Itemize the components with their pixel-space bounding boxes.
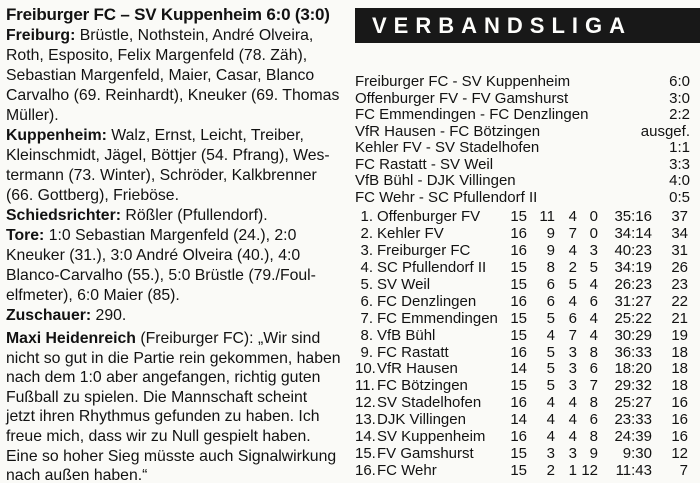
result-match-label: Kehler FV - SV Stadelhofen xyxy=(355,139,540,156)
report-line xyxy=(6,306,352,326)
table-row xyxy=(355,243,700,260)
result-score: 4:0 xyxy=(669,172,690,189)
games-cell: 14 xyxy=(510,411,527,429)
team-cell: VfR Hausen xyxy=(377,360,458,378)
goals-cell: 35:16 xyxy=(614,208,652,225)
points-cell: 16 xyxy=(671,411,688,429)
report-line-text: 1:0 Sebastian Margenfeld (24.), 2:0 xyxy=(44,227,297,244)
result-score: 0:5 xyxy=(669,188,690,206)
points-cell: 21 xyxy=(671,309,688,327)
report-line-text: Kneuker (31.), 3:0 André Olveira (40.), 4:0 xyxy=(6,247,301,264)
rank-cell: 11. xyxy=(355,377,375,395)
team-cell: VfB Bühl xyxy=(377,326,436,344)
won-cell: 4 xyxy=(546,326,555,344)
goals-cell: 29:32 xyxy=(614,377,652,395)
quote-line-text: (Freiburger FC): „Wir sind xyxy=(135,330,321,347)
points-cell: 16 xyxy=(671,394,688,412)
team-cell: SV Weil xyxy=(377,275,431,293)
quote-line xyxy=(6,388,352,408)
drawn-cell: 3 xyxy=(568,445,577,463)
lost-cell: 9 xyxy=(589,445,598,463)
lost-cell: 0 xyxy=(589,208,598,225)
quote-line xyxy=(6,349,352,369)
drawn-cell: 7 xyxy=(568,326,577,344)
quote-line-text: Eine so hoher Sieg müsste auch Signalwirkung xyxy=(6,447,337,465)
table-row xyxy=(355,226,700,243)
report-line-text: (66. Gottberg), Frieböse. xyxy=(6,187,179,204)
report-line xyxy=(6,186,352,206)
report-line-label: Tore: xyxy=(6,227,45,244)
results-list xyxy=(355,74,690,206)
table-row xyxy=(355,463,700,480)
goals-cell: 11:43 xyxy=(615,462,652,480)
quote-line xyxy=(6,407,352,427)
result-row xyxy=(355,91,690,108)
lost-cell: 7 xyxy=(589,377,598,395)
match-report-title: Freiburger FC – SV Kuppenheim 6:0 (3:0) xyxy=(6,5,330,24)
points-cell: 18 xyxy=(671,360,688,378)
report-line-text: Walz, Ernst, Leicht, Treiber, xyxy=(106,127,304,144)
lost-cell: 6 xyxy=(589,411,598,429)
rank-cell: 13. xyxy=(355,411,376,429)
rank-cell: 5. xyxy=(360,275,373,293)
games-cell: 15 xyxy=(510,445,527,463)
quote-line-text: jetzt ihren Rhythmus gefunden zu haben. Ich xyxy=(6,408,320,426)
report-line xyxy=(6,206,352,226)
goals-cell: 25:22 xyxy=(614,309,652,327)
report-line xyxy=(6,226,352,246)
won-cell: 9 xyxy=(546,224,555,242)
report-line xyxy=(6,246,352,266)
goals-cell: 40:23 xyxy=(614,241,652,259)
team-cell: SV Kuppenheim xyxy=(377,428,486,446)
table-row xyxy=(355,429,700,446)
lost-cell: 8 xyxy=(589,394,598,412)
won-cell: 4 xyxy=(546,428,555,446)
won-cell: 2 xyxy=(546,462,555,480)
drawn-cell: 7 xyxy=(568,224,577,242)
games-cell: 16 xyxy=(510,394,527,412)
result-row xyxy=(355,140,690,157)
goals-cell: 34:19 xyxy=(614,258,652,276)
quote-line xyxy=(6,466,352,483)
points-cell: 18 xyxy=(671,343,688,361)
team-cell: SV Stadelhofen xyxy=(377,394,482,412)
rank-cell: 7. xyxy=(360,309,373,327)
games-cell: 15 xyxy=(510,309,527,327)
league-banner xyxy=(355,8,700,43)
drawn-cell: 2 xyxy=(568,258,577,276)
table-row xyxy=(355,361,700,378)
goals-cell: 24:39 xyxy=(614,428,652,446)
drawn-cell: 6 xyxy=(568,309,577,327)
points-cell: 7 xyxy=(679,462,688,480)
won-cell: 5 xyxy=(546,360,555,378)
result-row xyxy=(355,157,690,174)
rank-cell: 16. xyxy=(355,462,376,480)
coach-quote xyxy=(6,329,352,483)
points-cell: 12 xyxy=(671,445,688,463)
quote-line-text: Fußball zu spielen. Die Mannschaft scheint xyxy=(6,388,308,406)
report-line-text: Rößler (Pfullendorf). xyxy=(121,207,268,224)
table-row xyxy=(355,395,700,412)
points-cell: 18 xyxy=(671,377,688,395)
quote-line xyxy=(6,368,352,388)
games-cell: 15 xyxy=(510,462,527,480)
report-line-text: Brüstle, Nothstein, André Olveira, xyxy=(75,27,314,44)
match-report-body xyxy=(6,26,352,326)
lost-cell: 8 xyxy=(589,428,598,446)
result-match-label: Freiburger FC - SV Kuppenheim xyxy=(355,73,571,90)
team-cell: FC Rastatt xyxy=(377,343,449,361)
team-cell: FC Wehr xyxy=(377,462,437,480)
report-line-label: Freiburg: xyxy=(6,27,76,44)
points-cell: 19 xyxy=(671,326,688,344)
quote-line xyxy=(6,329,352,349)
report-line-text: Blanco-Carvalho (55.), 5:0 Brüstle (79./Foul- xyxy=(6,267,316,284)
lost-cell: 6 xyxy=(589,360,598,378)
games-cell: 16 xyxy=(510,292,527,310)
games-cell: 16 xyxy=(510,224,527,242)
result-score: 6:0 xyxy=(669,73,690,90)
points-cell: 22 xyxy=(671,292,688,310)
drawn-cell: 4 xyxy=(568,428,577,446)
goals-cell: 36:33 xyxy=(614,343,652,361)
result-row xyxy=(355,190,690,207)
points-cell: 31 xyxy=(671,241,688,259)
table-row xyxy=(355,328,700,345)
report-line xyxy=(6,146,352,166)
won-cell: 6 xyxy=(546,292,555,310)
goals-cell: 23:33 xyxy=(614,411,652,429)
quote-line-text: freue mich, dass wir zu Null gespielt haben. xyxy=(6,427,311,445)
lost-cell: 12 xyxy=(581,462,598,480)
games-cell: 15 xyxy=(510,326,527,344)
result-score: 2:2 xyxy=(669,106,690,123)
rank-cell: 2. xyxy=(360,224,373,242)
drawn-cell: 3 xyxy=(568,377,577,395)
lost-cell: 3 xyxy=(589,241,598,259)
quote-line xyxy=(6,447,352,467)
report-line xyxy=(6,106,352,126)
rank-cell: 15. xyxy=(355,445,376,463)
rank-cell: 1. xyxy=(360,208,373,225)
lost-cell: 4 xyxy=(589,275,598,293)
rank-cell: 12. xyxy=(355,394,376,412)
quote-line-label: Maxi Heidenreich xyxy=(6,330,136,347)
result-match-label: VfB Bühl - DJK Villingen xyxy=(355,172,516,189)
won-cell: 6 xyxy=(546,275,555,293)
goals-cell: 25:27 xyxy=(614,394,652,412)
report-line xyxy=(6,286,352,306)
result-score: 1:1 xyxy=(669,139,690,156)
result-row xyxy=(355,173,690,190)
won-cell: 4 xyxy=(546,411,555,429)
won-cell: 5 xyxy=(546,309,555,327)
report-line-text: 290. xyxy=(91,307,127,324)
result-row xyxy=(355,107,690,124)
drawn-cell: 4 xyxy=(568,394,577,412)
table-row xyxy=(355,311,700,328)
drawn-cell: 4 xyxy=(568,208,577,225)
league-table xyxy=(355,209,700,480)
report-line xyxy=(6,46,352,66)
games-cell: 15 xyxy=(510,208,527,225)
report-line-text: Sebastian Margenfeld, Maier, Casar, Blanco xyxy=(6,67,315,84)
report-line-label: Kuppenheim: xyxy=(6,127,107,144)
report-line-label: Schiedsrichter: xyxy=(6,207,122,224)
drawn-cell: 4 xyxy=(568,241,577,259)
team-cell: Freiburger FC xyxy=(377,241,471,259)
lost-cell: 8 xyxy=(589,343,598,361)
team-cell: Kehler FV xyxy=(377,224,444,242)
report-line-label: Zuschauer: xyxy=(6,307,92,324)
points-cell: 23 xyxy=(671,275,688,293)
won-cell: 3 xyxy=(546,445,555,463)
rank-cell: 9. xyxy=(360,343,373,361)
games-cell: 16 xyxy=(510,241,527,259)
points-cell: 16 xyxy=(671,428,688,446)
quote-line-text: nach dem 1:0 aber angefangen, richtig guten xyxy=(6,369,321,387)
points-cell: 34 xyxy=(671,224,688,242)
result-match-label: FC Wehr - SC Pfullendorf II xyxy=(355,188,538,206)
result-score: ausgef. xyxy=(640,122,690,140)
games-cell: 15 xyxy=(510,275,527,293)
team-cell: Offenburger FV xyxy=(377,208,481,225)
drawn-cell: 3 xyxy=(568,343,577,361)
points-cell: 26 xyxy=(671,258,688,276)
result-score: 3:3 xyxy=(669,155,690,173)
team-cell: FC Bötzingen xyxy=(377,377,468,395)
lost-cell: 4 xyxy=(589,326,598,344)
verbandsliga-section xyxy=(355,0,700,483)
rank-cell: 14. xyxy=(355,428,376,446)
table-row xyxy=(355,345,700,362)
goals-cell: 26:23 xyxy=(614,275,652,293)
table-row xyxy=(355,209,700,226)
won-cell: 5 xyxy=(546,377,555,395)
result-match-label: Offenburger FV - FV Gamshurst xyxy=(355,89,569,107)
drawn-cell: 1 xyxy=(568,462,577,480)
lost-cell: 4 xyxy=(589,309,598,327)
won-cell: 11 xyxy=(539,208,555,225)
won-cell: 4 xyxy=(546,394,555,412)
table-row xyxy=(355,446,700,463)
goals-cell: 9:30 xyxy=(622,445,652,463)
report-line xyxy=(6,166,352,186)
table-row xyxy=(355,260,700,277)
lost-cell: 0 xyxy=(589,224,598,242)
quote-line-text: nach außen haben.“ xyxy=(6,467,148,483)
report-line xyxy=(6,66,352,86)
quote-line xyxy=(6,427,352,447)
rank-cell: 4. xyxy=(360,258,373,276)
result-row xyxy=(355,124,690,141)
report-line-text: termann (73. Winter), Schröder, Kalkbrenner xyxy=(6,167,317,184)
games-cell: 15 xyxy=(510,377,527,395)
games-cell: 14 xyxy=(510,360,527,378)
drawn-cell: 5 xyxy=(568,275,577,293)
team-cell: FC Denzlingen xyxy=(377,292,477,310)
won-cell: 5 xyxy=(546,343,555,361)
result-row xyxy=(355,74,690,91)
table-row xyxy=(355,294,700,311)
report-line xyxy=(6,86,352,106)
won-cell: 9 xyxy=(546,241,555,259)
rank-cell: 3. xyxy=(360,241,373,259)
result-score: 3:0 xyxy=(669,89,690,107)
rank-cell: 10. xyxy=(355,360,376,378)
table-row xyxy=(355,412,700,429)
lost-cell: 6 xyxy=(589,292,598,310)
report-line xyxy=(6,26,352,46)
league-banner-title: VERBANDSLIGA xyxy=(372,13,633,38)
rank-cell: 8. xyxy=(360,326,373,344)
points-cell: 37 xyxy=(671,208,688,225)
team-cell: DJK Villingen xyxy=(377,411,466,429)
rank-cell: 6. xyxy=(360,292,373,310)
result-match-label: FC Rastatt - SV Weil xyxy=(355,155,494,173)
drawn-cell: 4 xyxy=(568,411,577,429)
drawn-cell: 4 xyxy=(568,292,577,310)
table-row xyxy=(355,277,700,294)
team-cell: FC Emmendingen xyxy=(377,309,498,327)
match-report xyxy=(6,4,352,483)
table-row xyxy=(355,378,700,395)
games-cell: 16 xyxy=(510,428,527,446)
team-cell: FV Gamshurst xyxy=(377,445,474,463)
games-cell: 15 xyxy=(510,258,527,276)
team-cell: SC Pfullendorf II xyxy=(377,258,487,276)
lost-cell: 5 xyxy=(589,258,598,276)
report-line-text: Carvalho (69. Reinhardt), Kneuker (69. Thomas xyxy=(6,87,340,104)
goals-cell: 34:14 xyxy=(614,224,652,242)
result-match-label: FC Emmendingen - FC Denzlingen xyxy=(355,106,589,123)
report-line xyxy=(6,266,352,286)
report-line-text: Roth, Esposito, Felix Margenfeld (78. Zäh), xyxy=(6,47,308,64)
report-line xyxy=(6,126,352,146)
won-cell: 8 xyxy=(546,258,555,276)
goals-cell: 31:27 xyxy=(614,292,652,310)
drawn-cell: 3 xyxy=(568,360,577,378)
result-match-label: VfR Hausen - FC Bötzingen xyxy=(355,122,541,140)
report-line-text: Müller). xyxy=(6,107,59,124)
report-line-text: elfmeter), 6:0 Maier (85). xyxy=(6,287,180,304)
goals-cell: 30:29 xyxy=(614,326,652,344)
games-cell: 16 xyxy=(510,343,527,361)
goals-cell: 18:20 xyxy=(614,360,652,378)
quote-line-text: nicht so gut in die Partie rein gekommen, haben xyxy=(6,349,341,367)
report-line-text: Kleinschmidt, Jägel, Böttjer (54. Pfrang), Wes- xyxy=(6,147,330,164)
